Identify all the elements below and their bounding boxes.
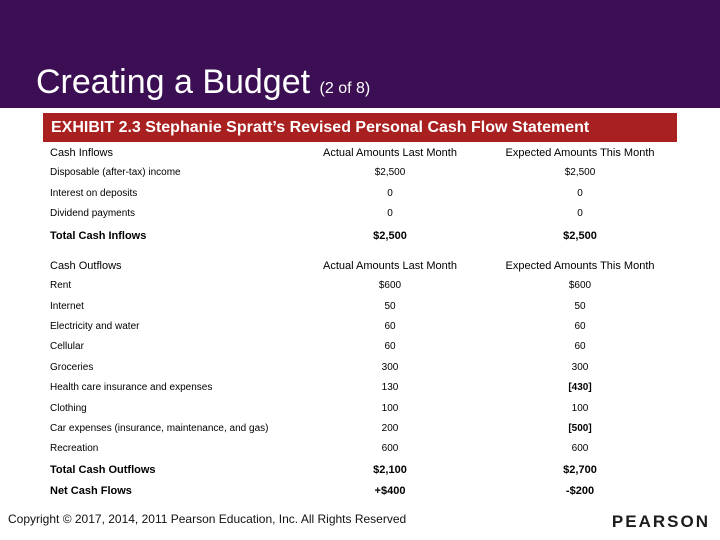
row-actual: $600 (378, 280, 402, 291)
row-expected: [430] (568, 382, 592, 393)
row-label: Interest on deposits (50, 188, 138, 199)
table-row (50, 163, 680, 183)
row-expected: 50 (574, 301, 586, 312)
row-expected: 100 (571, 403, 589, 414)
table-row (50, 204, 680, 224)
pearson-logo: PEARSON (611, 512, 710, 531)
row-expected: $2,500 (563, 230, 597, 242)
table-row (50, 317, 680, 337)
table-row (50, 276, 680, 296)
row-expected: 60 (574, 321, 586, 332)
row-label: Recreation (50, 443, 99, 454)
row-label: Cellular (50, 341, 84, 352)
table-row (50, 184, 680, 204)
slide-title (36, 62, 370, 109)
row-actual: 50 (384, 301, 396, 312)
inflows-total-row (50, 226, 680, 246)
exhibit-title-bar (43, 113, 677, 142)
row-actual: 130 (381, 382, 399, 393)
row-label: Dividend payments (50, 208, 136, 219)
slide-title-text: Creating a Budget (36, 63, 311, 101)
exhibit-title: Stephanie Spratt’s Revised Personal Cash Flow Statement (145, 119, 590, 136)
row-expected: -$200 (565, 485, 595, 497)
outflows-header-actual: Actual Amounts Last Month (323, 260, 457, 272)
row-actual: $2,100 (373, 464, 407, 476)
inflows-header-actual: Actual Amounts Last Month (323, 147, 457, 159)
row-label: Rent (50, 280, 72, 291)
table-row (50, 297, 680, 317)
inflows-header-row (50, 143, 680, 163)
title-banner (0, 0, 720, 108)
row-actual: 60 (384, 321, 396, 332)
table-row (50, 439, 680, 459)
table-row (50, 358, 680, 378)
outflows-header-row (50, 256, 680, 276)
row-expected: 300 (571, 362, 589, 373)
row-actual: 300 (381, 362, 399, 373)
table-row (50, 378, 680, 398)
row-actual: $2,500 (374, 167, 406, 178)
row-label: Car expenses (insurance, maintenance, and gas) (50, 423, 269, 434)
row-actual: +$400 (374, 485, 406, 497)
row-actual: 0 (387, 188, 393, 199)
row-label: Internet (50, 301, 84, 312)
exhibit-number: EXHIBIT 2.3 (51, 119, 141, 136)
row-label: Disposable (after-tax) income (50, 167, 181, 178)
row-expected: $2,700 (563, 464, 597, 476)
table-row (50, 419, 680, 439)
outflows-total-row (50, 460, 680, 480)
row-label: Groceries (50, 362, 94, 373)
row-expected: $600 (568, 280, 592, 291)
row-actual: $2,500 (373, 230, 407, 242)
row-expected: 600 (571, 443, 589, 454)
outflows-header-expected: Expected Amounts This Month (505, 260, 655, 272)
row-label: Net Cash Flows (50, 485, 132, 497)
row-label: Electricity and water (50, 321, 140, 332)
row-label: Total Cash Inflows (50, 230, 147, 242)
row-expected: 0 (577, 208, 583, 219)
row-expected: 0 (577, 188, 583, 199)
slide-title-suffix: (2 of 8) (319, 80, 371, 97)
row-label: Total Cash Outflows (50, 464, 156, 476)
net-cash-flows-row (50, 481, 680, 501)
inflows-header-expected: Expected Amounts This Month (505, 147, 655, 159)
row-actual: 100 (381, 403, 399, 414)
row-actual: 600 (381, 443, 399, 454)
table-row (50, 399, 680, 419)
row-actual: 200 (381, 423, 399, 434)
table-row (50, 337, 680, 357)
row-expected: 60 (574, 341, 586, 352)
row-actual: 0 (387, 208, 393, 219)
row-expected: [500] (568, 423, 592, 434)
row-actual: 60 (384, 341, 396, 352)
outflows-header-label: Cash Outflows (50, 260, 122, 272)
row-label: Clothing (50, 403, 87, 414)
row-label: Health care insurance and expenses (50, 382, 213, 393)
copyright-text: Copyright © 2017, 2014, 2011 Pearson Education, Inc. All Rights Reserved (8, 512, 407, 526)
inflows-header-label: Cash Inflows (50, 147, 113, 159)
row-expected: $2,500 (564, 167, 596, 178)
